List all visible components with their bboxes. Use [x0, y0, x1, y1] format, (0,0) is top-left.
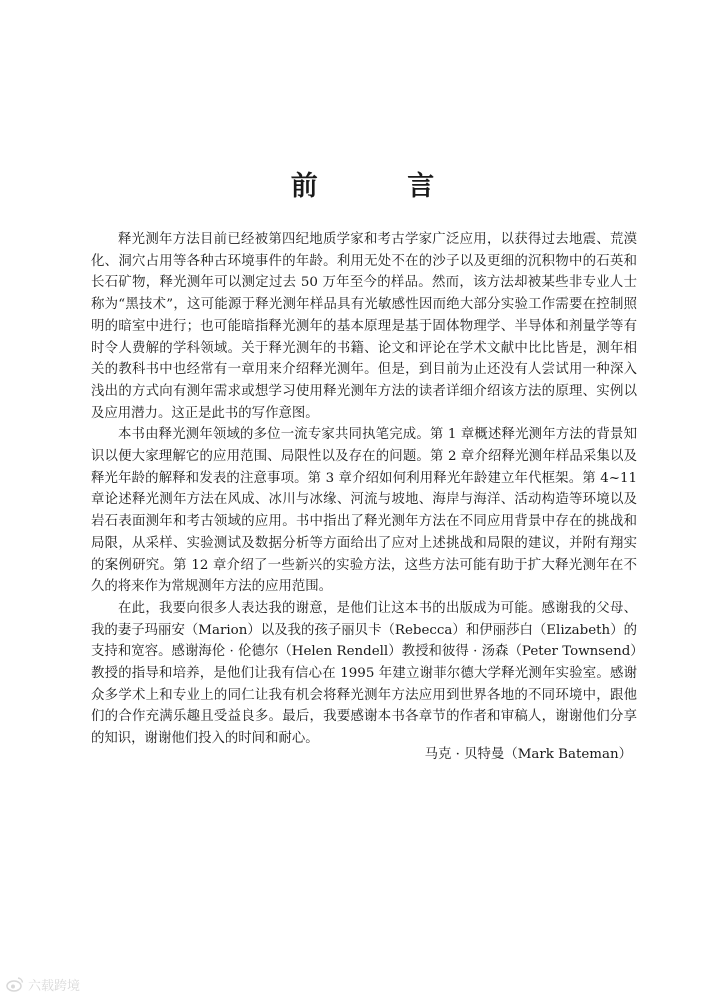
watermark-text: 六载跨境	[28, 978, 81, 994]
paragraph-book-overview: 本书由释光测年领域的多位一流专家共同执笔完成。第 1 章概述释光测年方法的背景知识以便大家理解它的应用范围、局限性以及存在的问题。第 2 章介绍释光测年样品采集以及释光年龄的解释和发表的注意事项。第 3 章介绍如何利用释光年龄建立年代框架。第 4~11 章论述释光测年方法在风成、冰川与冰缘、河流与坡地、海岸与海洋、活动构造等环境以及岩石表面测年和考古领域的应用。书中指出了释光测年方法在不同应用背景中存在的挑战和局限，从采样、实验测试及数据分析等方面给出了应对上述挑战和局限的建议，并附有翔实的案例研究。第 12 章介绍了一些新兴的实验方法，这些方法可能有助于扩大释光测年在不久的将来作为常规测年方法的应用范围。	[91, 427, 637, 595]
watermark	[6, 974, 80, 994]
paragraph-intro: 释光测年方法目前已经被第四纪地质学家和考古学家广泛应用，以获得过去地震、荒漠化、洞穴占用等各种古环境事件的年龄。利用无处不在的沙子以及更细的沉积物中的石英和长石矿物，释光测年可以测定过去 50 万年至今的样品。然而，该方法却被某些非专业人士称为“黑技术”，这可能源于释光测年样品具有光敏感性因而绝大部分实验工作需要在控制照明的暗室中进行；也可能暗指释光测年的基本原理是基于固体物理学、半导体和剂量学等有时令人费解的学科领域。关于释光测年的书籍、论文和评论在学术文献中比比皆是，测年相关的教科书中也经常有一章用来介绍释光测年。但是，到目前为止还没有人尝试用一种深入浅出的方式向有测年需求或想学习使用释光测年方法的读者详细介绍该方法的原理、实例以及应用潜力。这正是此书的写作意图。	[91, 232, 637, 421]
page-title: 前 言	[290, 171, 475, 202]
author-signature: 马克 · 贝特曼（Mark Bateman）	[424, 747, 632, 762]
paragraph-acknowledgements: 在此，我要向很多人表达我的谢意，是他们让这本书的出版成为可能。感谢我的父母、我的妻子玛丽安（Marion）以及我的孩子丽贝卡（Rebecca）和伊丽莎白（Elizabeth）的支持和宽容。感谢海伦 · 伦德尔（Helen Rendell）教授和彼得 · 汤森（Peter Townsend）教授的指导和培养，是他们让我有信心在 1995 年建立谢菲尔德大学释光测年实验室。感谢众多学术上和专业上的同仁让我有机会将释光测年方法应用到世界各地的不同环境中，跟他们的合作充满乐趣且受益良多。最后，我要感谢本书各章节的作者和审稿人，谢谢他们分享的知识，谢谢他们投入的时间和耐心。	[91, 600, 637, 747]
body-text	[91, 229, 637, 750]
weibo-icon	[6, 976, 24, 992]
